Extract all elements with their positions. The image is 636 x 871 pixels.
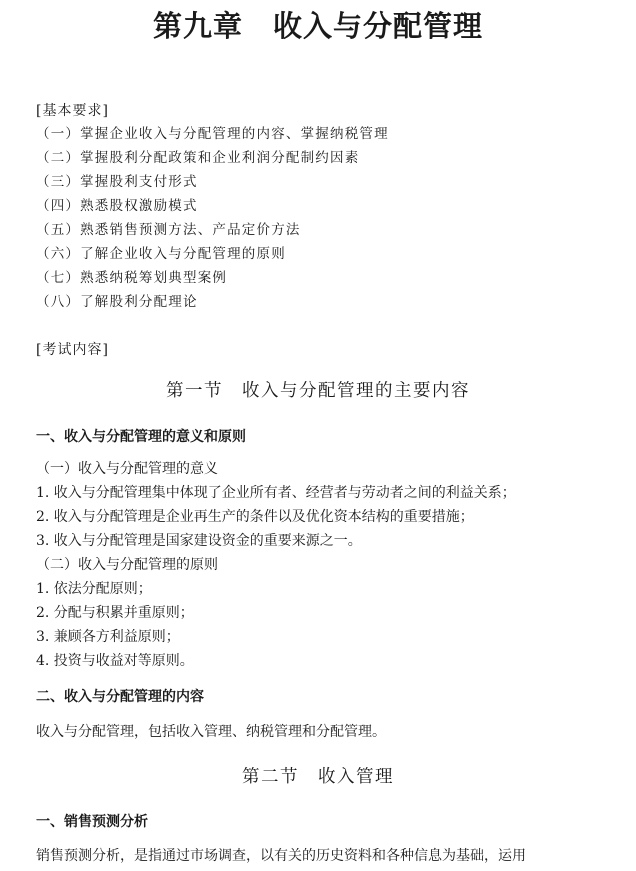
requirements-list xyxy=(36,124,389,316)
basic-requirements-label: [基本要求] xyxy=(36,103,109,119)
section-1-heading-2: 二、收入与分配管理的内容 xyxy=(36,689,204,705)
requirement-item xyxy=(36,220,389,244)
requirement-item xyxy=(36,148,389,172)
sales-forecast-paragraph: 销售预测分析，是指通过市场调查，以有关的历史资料和各种信息为基础，运用 xyxy=(36,848,526,864)
requirement-text: 了解股利分配理论 xyxy=(80,294,198,310)
content-paragraph: 收入与分配管理，包括收入管理、纳税管理和分配管理。 xyxy=(36,724,386,740)
section-2-title: 第二节 收入管理 xyxy=(242,767,394,787)
principle-line: 1. 依法分配原则； xyxy=(36,581,152,597)
requirement-number: （五） xyxy=(36,222,81,238)
significance-line: 2. 收入与分配管理是企业再生产的条件以及优化资本结构的重要措施； xyxy=(36,509,474,525)
requirement-text: 掌握企业收入与分配管理的内容、掌握纳税管理 xyxy=(80,126,389,142)
requirement-item xyxy=(36,292,389,316)
requirement-text: 熟悉股权激励模式 xyxy=(80,198,198,214)
requirement-item xyxy=(36,124,389,148)
requirement-number: （四） xyxy=(36,198,81,214)
principle-line: 4. 投资与收益对等原则。 xyxy=(36,653,194,669)
principle-line: 3. 兼顾各方利益原则； xyxy=(36,629,180,645)
requirement-number: （七） xyxy=(36,270,81,286)
requirement-text: 掌握股利支付形式 xyxy=(80,174,198,190)
requirement-item xyxy=(36,172,389,196)
requirement-number: （三） xyxy=(36,174,81,190)
chapter-title: 第九章 收入与分配管理 xyxy=(152,9,483,43)
requirement-number: （一） xyxy=(36,126,81,142)
principle-line: 2. 分配与积累并重原则； xyxy=(36,605,194,621)
requirement-text: 掌握股利分配政策和企业利润分配制约因素 xyxy=(80,150,360,166)
requirement-item xyxy=(36,244,389,268)
significance-line: 1. 收入与分配管理集中体现了企业所有者、经营者与劳动者之间的利益关系； xyxy=(36,485,516,501)
significance-list xyxy=(36,458,516,554)
section-1-title: 第一节 收入与分配管理的主要内容 xyxy=(166,381,470,401)
exam-content-label: [考试内容] xyxy=(36,342,109,358)
principle-line: （二）收入与分配管理的原则 xyxy=(36,557,218,573)
requirement-text: 熟悉销售预测方法、产品定价方法 xyxy=(80,222,301,238)
section-2-heading-1: 一、销售预测分析 xyxy=(36,814,148,830)
requirement-number: （六） xyxy=(36,246,81,262)
principle-list xyxy=(36,554,218,674)
section-1-heading-1: 一、收入与分配管理的意义和原则 xyxy=(36,429,246,445)
requirement-item xyxy=(36,196,389,220)
requirement-number: （二） xyxy=(36,150,81,166)
significance-line: 3. 收入与分配管理是国家建设资金的重要来源之一。 xyxy=(36,533,362,549)
significance-line: （一）收入与分配管理的意义 xyxy=(36,461,218,477)
requirement-text: 了解企业收入与分配管理的原则 xyxy=(80,246,286,262)
requirement-text: 熟悉纳税筹划典型案例 xyxy=(80,270,228,286)
requirement-item xyxy=(36,268,389,292)
requirement-number: （八） xyxy=(36,294,81,310)
